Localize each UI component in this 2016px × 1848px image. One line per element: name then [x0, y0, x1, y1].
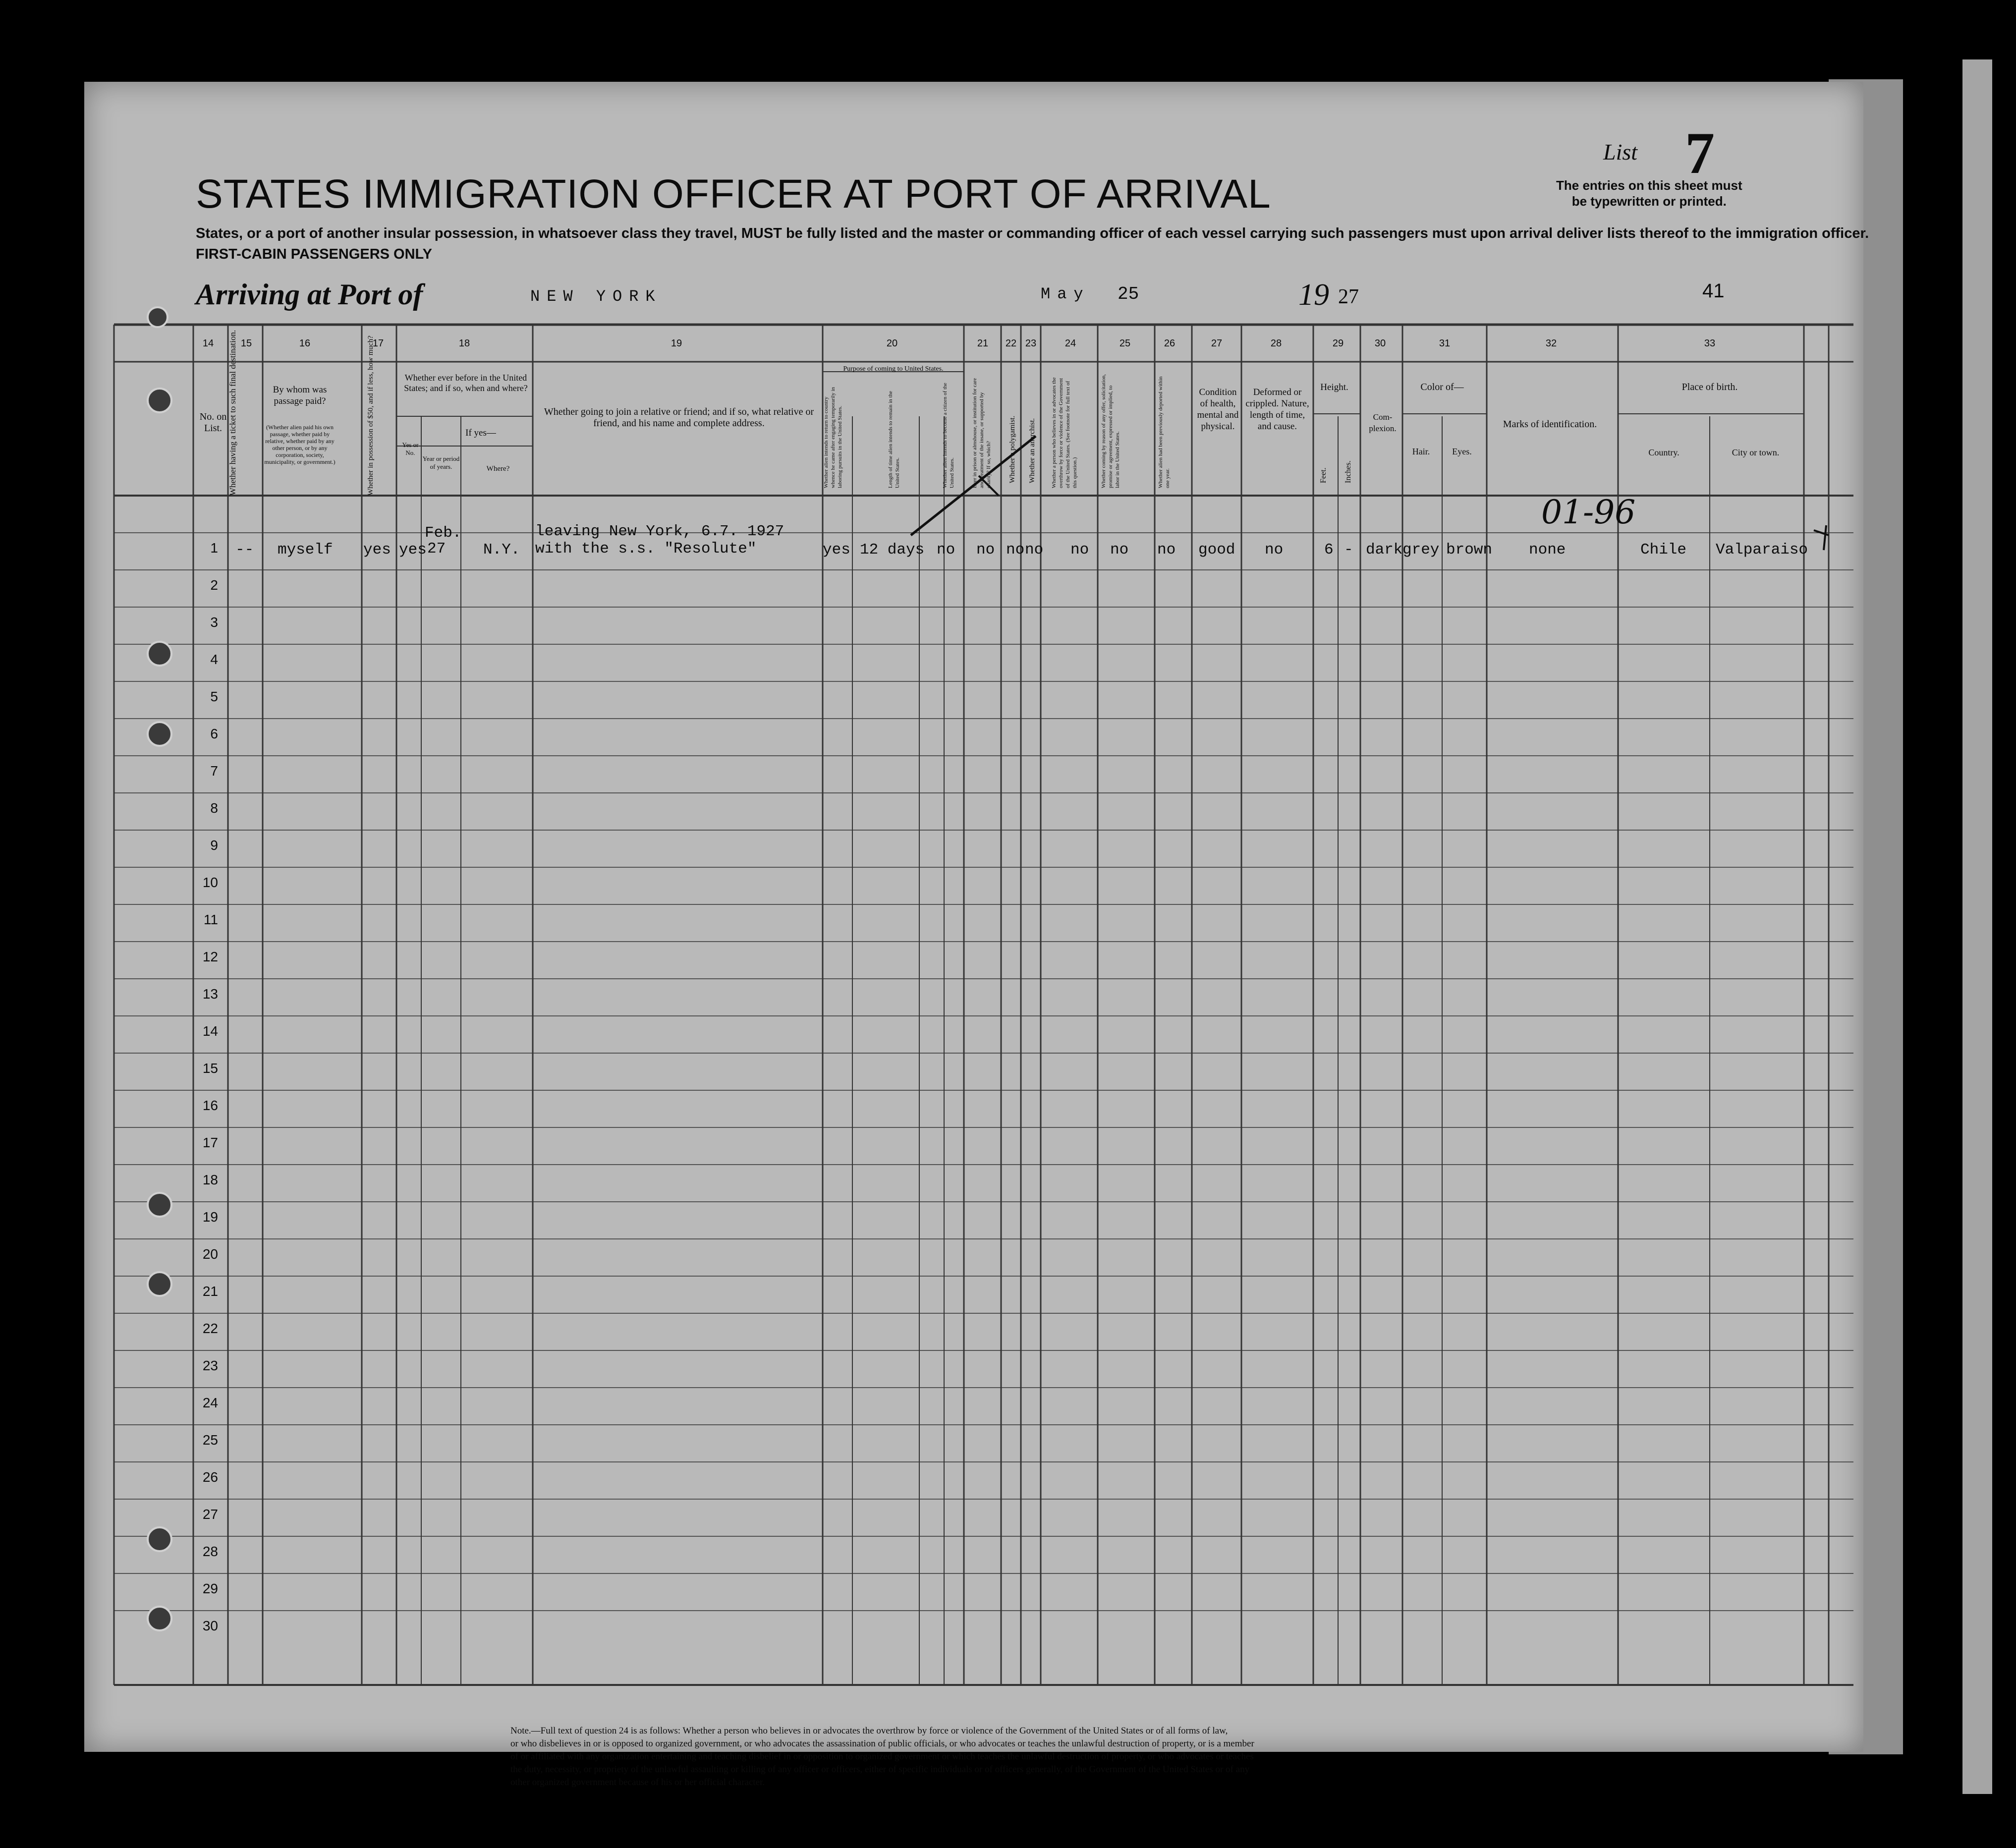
header-year-period: Year or period of years.: [422, 455, 460, 470]
row1-join-line1: leaving New York, 6.7. 1927: [535, 523, 784, 540]
row1-year-line2: 27: [427, 540, 446, 558]
row1-has-50: yes: [363, 541, 391, 559]
row1-year-line1: Feb.: [425, 524, 462, 542]
row-number: 24: [202, 1395, 218, 1410]
class-line: FIRST-CABIN PASSENGERS ONLY: [196, 246, 432, 262]
row1-length: 12 days: [860, 541, 925, 559]
footnote-line3: of or affiliated with any organization entertaining and teaching disbelief in or opposition to organized government or which teaches the unlawful destruction of property, or who advocates or teaches: [510, 1751, 1254, 1762]
row-number: 25: [202, 1432, 218, 1448]
row1-inches: -: [1344, 541, 1353, 559]
footnote: [510, 1725, 1254, 1789]
punch-hole-5: [147, 1271, 172, 1297]
row1-paid-by: myself: [278, 541, 333, 559]
column-number: 19: [671, 338, 682, 349]
header-hair: Hair.: [1412, 447, 1430, 456]
list-number: 7: [1685, 120, 1715, 186]
header-prison: Ever in prison or almshouse, or institution for care and treatment of the insane, or supported by charity? If so, which?: [972, 378, 992, 488]
header-if-yes: If yes—: [465, 428, 496, 438]
row-number: 29: [202, 1581, 218, 1596]
row-number: 1: [210, 540, 218, 556]
header-q24: Whether a person who believes in or advocates the overthrow by force or violence of the Government of the United States. (See footnote for full text of this question.): [1051, 377, 1078, 488]
header-polygamist: Whether a polygamist.: [1008, 415, 1016, 483]
column-number: 15: [240, 338, 252, 349]
punch-hole-7: [147, 1606, 172, 1631]
footnote-line5: other organized government because of his or her official character.: [510, 1777, 765, 1788]
header-ticket: Whether having a ticket to such final destination.: [228, 330, 237, 496]
arriving-label: Arriving at Port of: [196, 278, 423, 311]
column-number: 22: [1005, 338, 1017, 349]
row-number: 19: [202, 1209, 218, 1225]
punch-hole-2: [147, 641, 172, 667]
header-purpose-length: Length of time alien intends to remain in the United States.: [888, 391, 900, 488]
header-q25: Whether coming by reason of any offer, solicitation, promise or agreement, expressed or implied, to labor in the United States.: [1101, 374, 1120, 488]
row1-q26: no: [1157, 541, 1176, 559]
header-passage-paid-sub: (Whether alien paid his own passage, whether paid by relative, whether paid by any other person, or by any corporation, society, municipality, or government.): [264, 424, 336, 465]
header-q26: Whether alien had been previously deported within one year.: [1158, 376, 1171, 488]
entries-note: [1556, 177, 1742, 209]
column-number: 27: [1211, 338, 1223, 349]
header-ever-before: Whether ever before in the United States; and if so, when and where?: [404, 373, 528, 393]
row-number: 21: [202, 1284, 218, 1299]
row-number: 28: [202, 1544, 218, 1559]
punch-hole-6: [147, 1526, 172, 1552]
column-number: 32: [1545, 338, 1557, 349]
column-number: 17: [372, 338, 384, 349]
row1-q25: no: [1110, 541, 1129, 559]
row1-ticket: --: [235, 541, 254, 559]
punch-hole-8: [147, 306, 168, 328]
header-place-of-birth: Place of birth.: [1681, 382, 1738, 392]
row-number: 18: [202, 1172, 218, 1187]
row-number: 16: [202, 1098, 218, 1113]
column-number: 25: [1119, 338, 1131, 349]
footnote-line4: the duty, necessity, or propriety of the unlawful assaulting or killing of any officer or officers, either of specific individuals or of officers generally, of the Government of the United States or of any: [510, 1764, 1250, 1775]
sheet-number: 41: [1702, 280, 1725, 302]
year-suffix: 27: [1338, 285, 1359, 308]
row1-condition: good: [1198, 541, 1235, 559]
row-number: 27: [202, 1507, 218, 1522]
header-purpose-citizen: Whether alien intends to become a citizen of the United States.: [942, 383, 955, 488]
column-number: 28: [1270, 338, 1282, 349]
row1-feet: 6: [1324, 541, 1334, 559]
header-complexion: Com- plexion.: [1369, 412, 1397, 433]
header-country: Country.: [1648, 448, 1680, 457]
row-number: 9: [210, 838, 218, 853]
column-number: 31: [1439, 338, 1451, 349]
row-number: 7: [210, 763, 218, 779]
column-number: 16: [299, 338, 311, 349]
header-deformed: Deformed or crippled. Nature, length of time, and cause.: [1245, 387, 1309, 432]
header-where: Where?: [486, 465, 510, 473]
row-number: 14: [202, 1023, 218, 1039]
column-number: 30: [1374, 338, 1386, 349]
year-prefix: 19: [1298, 278, 1329, 312]
row1-return: yes: [823, 541, 850, 559]
header-purpose: Purpose of coming to United States.: [843, 365, 944, 373]
punch-hole-4: [147, 1192, 172, 1218]
punch-hole-3: [147, 721, 172, 747]
column-number: 14: [202, 338, 214, 349]
row-number: 13: [202, 986, 218, 1002]
row1-join-line2: with the s.s. "Resolute": [535, 540, 757, 558]
column-number: 21: [977, 338, 989, 349]
list-label: List: [1603, 139, 1638, 165]
row-number: 3: [210, 615, 218, 630]
row1-marks: none: [1529, 541, 1566, 559]
header-city: City or town.: [1732, 448, 1780, 457]
row1-where: N.Y.: [483, 541, 520, 559]
row1-prison: no: [976, 541, 995, 559]
row1-city: Valparaiso: [1716, 541, 1808, 559]
page-title: STATES IMMIGRATION OFFICER AT PORT OF ARRIVAL: [196, 171, 1271, 217]
header-height: Height.: [1320, 382, 1348, 392]
row-number: 17: [202, 1135, 218, 1150]
footnote-line2: or who disbelieves in or is opposed to organized government, or who advocates the assassination of public officials, or who advocates or teaches the unlawful destruction of property, or is a member: [510, 1738, 1254, 1749]
row-number: 20: [202, 1246, 218, 1262]
row-number: 2: [210, 577, 218, 593]
header-possession-50: Whether in possession of $50, and if less, how much?: [367, 336, 375, 496]
row1-anarchist: no: [1025, 541, 1044, 559]
header-join-relative: Whether going to join a relative or friend; and if so, what relative or friend, and his name and complete address.: [544, 406, 814, 429]
row-number: 6: [210, 726, 218, 741]
row-number: 26: [202, 1469, 218, 1485]
header-color-of: Color of—: [1420, 382, 1464, 392]
column-number: 29: [1332, 338, 1344, 349]
row1-eyes: brown: [1446, 541, 1493, 559]
arrival-day: 25: [1118, 284, 1139, 304]
row1-q24: no: [1070, 541, 1089, 559]
column-number: 23: [1025, 338, 1037, 349]
row-number: 10: [202, 875, 218, 890]
row1-citizen: no: [937, 541, 955, 559]
column-number: 26: [1164, 338, 1176, 349]
header-eyes: Eyes.: [1452, 447, 1472, 456]
row-number: 8: [210, 800, 218, 816]
row-number: 23: [202, 1358, 218, 1373]
entries-note-line1: The entries on this sheet must: [1556, 178, 1742, 193]
header-yes-or-no: Yes or No.: [402, 441, 419, 456]
row-number: 11: [203, 912, 218, 927]
row-number: 12: [202, 949, 218, 964]
row-number: 30: [202, 1618, 218, 1633]
column-number: 33: [1704, 338, 1716, 349]
row1-deformed: no: [1265, 541, 1284, 559]
header-anarchist: Whether an anarchist.: [1028, 418, 1036, 483]
row1-ever-before: yes: [399, 541, 427, 559]
row-number: 15: [202, 1061, 218, 1076]
header-no-on-list: No. on List.: [199, 411, 227, 434]
row1-hair: grey: [1402, 541, 1440, 559]
handwritten-code: 01-96: [1541, 493, 1636, 531]
row1-polygamist: no: [1006, 541, 1025, 559]
punch-hole-1: [147, 388, 172, 413]
row-number: 4: [210, 652, 218, 667]
footnote-line1: Note.—Full text of question 24 is as follows: Whether a person who believes in or advocates the overthrow by force or violence of the Government of the United States or of all forms of law,: [510, 1726, 1228, 1736]
column-number: 20: [886, 338, 898, 349]
column-number: 24: [1064, 338, 1076, 349]
header-marks: Marks of identification.: [1503, 419, 1597, 430]
arrival-month: May: [1041, 285, 1090, 303]
header-inches: Inches.: [1344, 460, 1352, 483]
row-number: 5: [210, 689, 218, 704]
column-number: 18: [458, 338, 470, 349]
row1-complexion: dark: [1366, 541, 1403, 559]
port-name: NEW YORK: [530, 287, 662, 306]
header-passage-paid: By whom was passage paid?: [273, 385, 327, 406]
header-feet: Feet.: [1319, 467, 1328, 483]
entries-note-line2: be typewritten or printed.: [1571, 194, 1727, 209]
header-purpose-return: Whether alien intends to return to country whence he came after engaging temporarily in laboring pursuits in the United States.: [823, 387, 843, 488]
instruction-text: States, or a port of another insular possession, in whatsoever class they travel, MUST be fully listed and the master or commanding officer of each vessel carrying such passengers must upon arrival deliver lists thereof to the immigration officer.: [196, 225, 1869, 241]
row-number: 22: [202, 1321, 218, 1336]
header-condition: Condition of health, mental and physical.: [1197, 387, 1239, 432]
row1-country: Chile: [1640, 541, 1687, 559]
